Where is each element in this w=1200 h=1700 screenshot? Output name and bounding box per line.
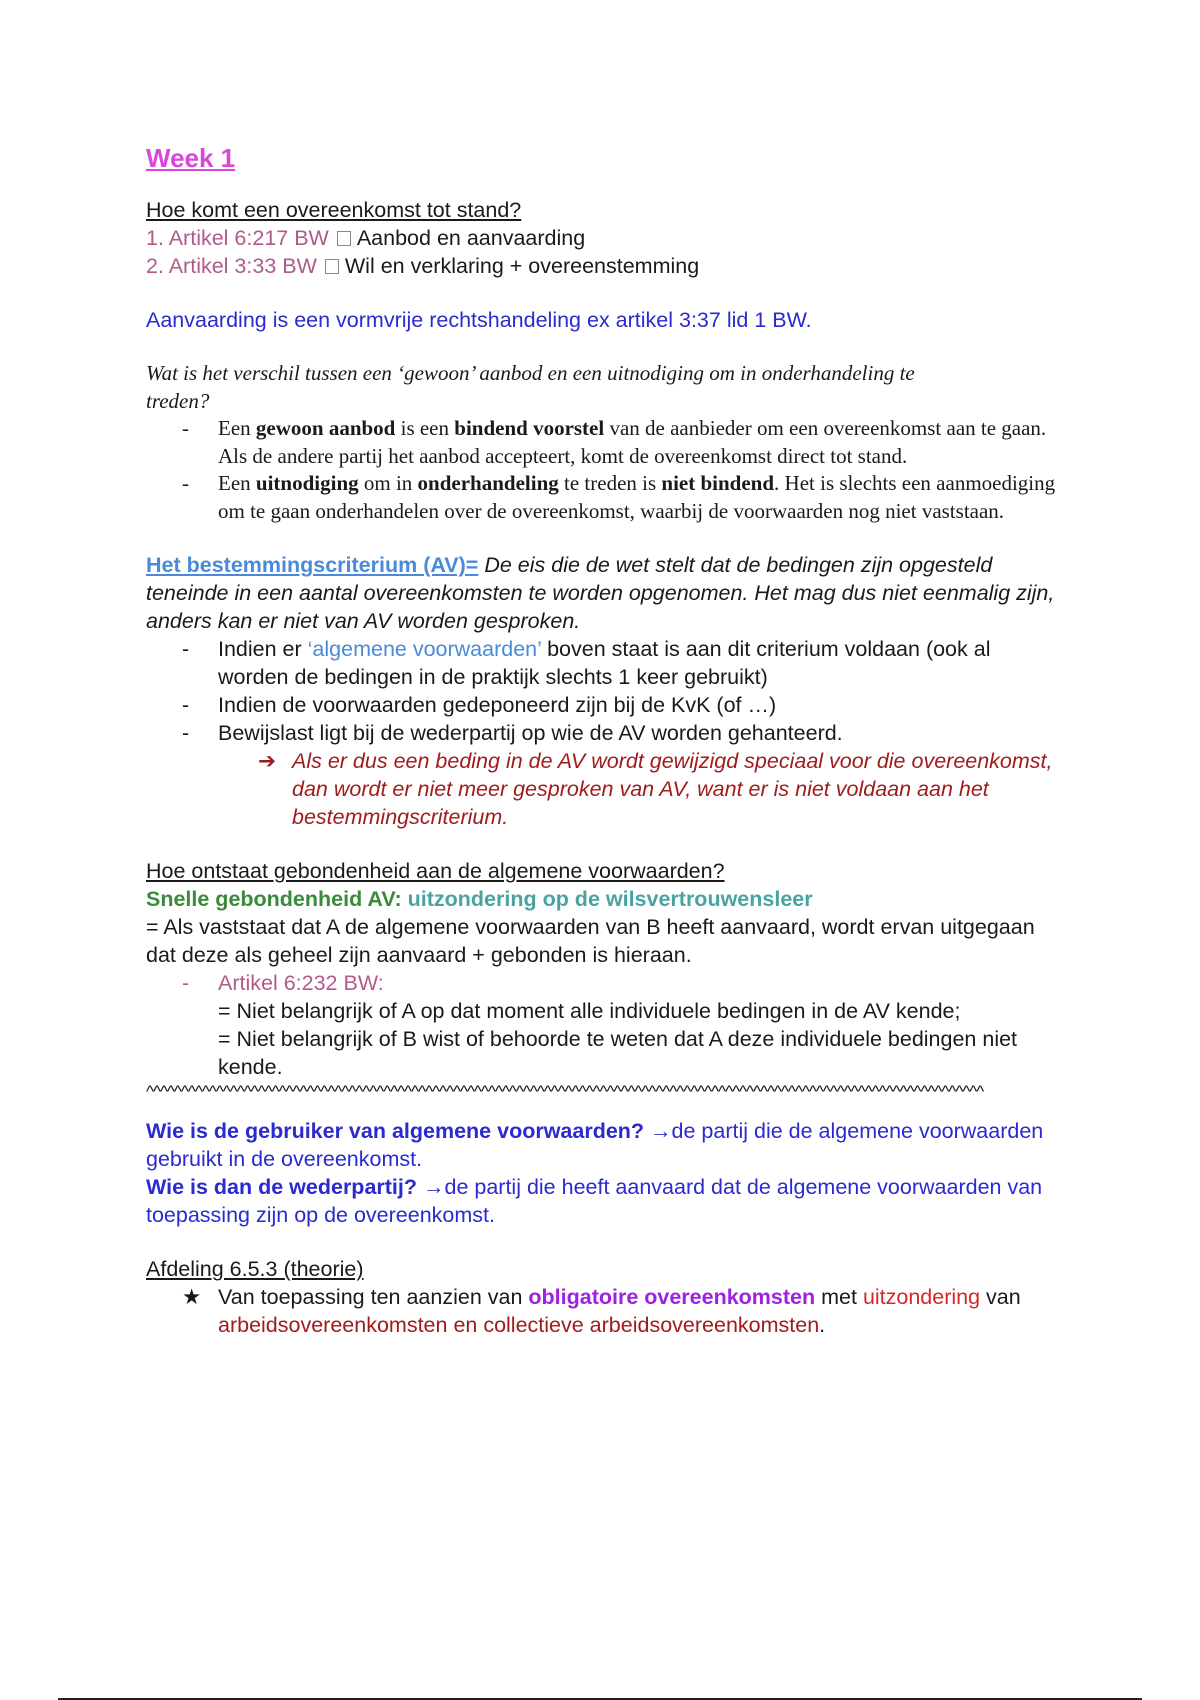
qa-2: Wie is dan de wederpartij? →de partij die heeft aanvaard dat de algemene voorwaarden van toepassing zijn op de overeenkomst. xyxy=(146,1175,1043,1227)
question xyxy=(146,360,1066,415)
paragraph: = Als vaststaat dat A de algemene voorwaarden van B heeft aanvaard, wordt ervan uitgegaan dat deze als geheel zijn aanvaard + gebonden is hieraan. xyxy=(146,915,1035,967)
section-gebruiker-wederpartij xyxy=(146,1117,1066,1229)
bullet-list xyxy=(146,969,1066,997)
aanvaarding-note: Aanvaarding is een vormvrije rechtshandeling ex artikel 3:37 lid 1 BW. xyxy=(146,308,812,332)
section-afdeling xyxy=(146,1255,1066,1339)
qa-1: Wie is de gebruiker van algemene voorwaarden? →de partij die de algemene voorwaarden gebruikt in de overeenkomst. xyxy=(146,1119,1044,1171)
document-page xyxy=(146,140,1066,1339)
sub-line: = Niet belangrijk of A op dat moment alle individuele bedingen in de AV kende; xyxy=(218,999,961,1023)
definition-text: De eis die de wet stelt dat de bedingen zijn opgesteld teneinde in een aantal overeenkomsten te worden opgenomen. Het mag dus niet eenmalig zijn, anders kan er niet van AV worden gesproken. xyxy=(146,553,1055,633)
list-item: - Indien de voorwaarden gedeponeerd zijn bij de KvK (of …) xyxy=(182,693,777,717)
heading-gebondenheid: Hoe ontstaat gebondenheid aan de algemene voorwaarden? xyxy=(146,859,725,883)
section-gebondenheid xyxy=(146,857,1066,1101)
list-item: - Een uitnodiging om in onderhandeling te treden is niet bindend. Het is slechts een aanmoediging om te gaan onderhandelen over de overeenkomst, waarbij de voorwaarden nog niet vaststaan. xyxy=(182,471,1056,523)
list-item: ★ Van toepassing ten aanzien van obligatoire overeenkomsten met uitzondering van arbeidsovereenkomsten en collectieve arbeidsovereenkomsten. xyxy=(182,1285,1021,1337)
bullet-list xyxy=(146,1283,1066,1339)
definition xyxy=(146,551,1066,635)
section-bestemmingscriterium xyxy=(146,551,1066,831)
star-icon: ★ xyxy=(182,1285,202,1309)
item-text: Wil en verklaring + overeenstemming xyxy=(344,254,700,278)
checkbox-placeholder-icon xyxy=(337,231,351,246)
list-item-2 xyxy=(146,252,1066,280)
heading-afdeling: Afdeling 6.5.3 (theorie) xyxy=(146,1257,364,1281)
section-aanbod-vs-uitnodiging xyxy=(146,360,1066,525)
list-item: - Artikel 6:232 BW: xyxy=(182,971,384,995)
article-ref: 2. Artikel 3:33 BW xyxy=(146,254,317,278)
bullet-list xyxy=(146,415,1066,525)
section-totstandkoming xyxy=(146,196,1066,280)
definition-term: Het bestemmingscriterium (AV)= xyxy=(146,553,479,577)
arrow-icon: ➔ xyxy=(258,749,277,773)
list-item-1 xyxy=(146,224,1066,252)
sub-line: = Niet belangrijk of B wist of behoorde te weten dat A deze individuele bedingen niet kende. xyxy=(218,1027,1018,1079)
arrow-note: ➔ Als er dus een beding in de AV wordt gewijzigd speciaal voor die overeenkomst, dan wordt er niet meer gesproken van AV, want er is niet voldaan aan het bestemmingscriterium. xyxy=(258,749,1053,829)
article-ref: 1. Artikel 6:217 BW xyxy=(146,226,329,250)
item-text: Aanbod en aanvaarding xyxy=(356,226,586,250)
list-item: - Bewijslast ligt bij de wederpartij op wie de AV worden gehanteerd. xyxy=(182,721,843,745)
bullet-list xyxy=(146,635,1066,747)
question-line: treden? xyxy=(146,388,210,413)
subheading: Snelle gebondenheid AV: uitzondering op de wilsvertrouwensleer xyxy=(146,887,813,911)
caret-separator: ^^^^^^^^^^^^^^^^^^^^^^^^^^^^^^^^^^^^^^^^^^^^^^^^^^^^^^^^^^^^^^^^^^^^^^^^^^^^^^^^^^^^^^^^^^^^^^^^^^^^^^^^^^^^^^^^^^^^^^^^ xyxy=(146,1083,984,1101)
question-line: Wat is het verschil tussen een ‘gewoon’ aanbod en een uitnodiging om in onderhandeling te xyxy=(146,361,915,385)
page-title: Week 1 xyxy=(146,143,236,173)
checkbox-placeholder-icon xyxy=(325,259,339,274)
heading-totstandkoming: Hoe komt een overeenkomst tot stand? xyxy=(146,198,522,222)
list-item: - Een gewoon aanbod is een bindend voorstel van de aanbieder om een overeenkomst aan te gaan. Als de andere partij het aanbod accepteert, komt de overeenkomst direct tot stand. xyxy=(182,416,1047,468)
list-item: - Indien er ‘algemene voorwaarden’ boven staat is aan dit criterium voldaan (ook al worden de bedingen in de praktijk slechts 1 keer gebruikt) xyxy=(182,637,991,689)
